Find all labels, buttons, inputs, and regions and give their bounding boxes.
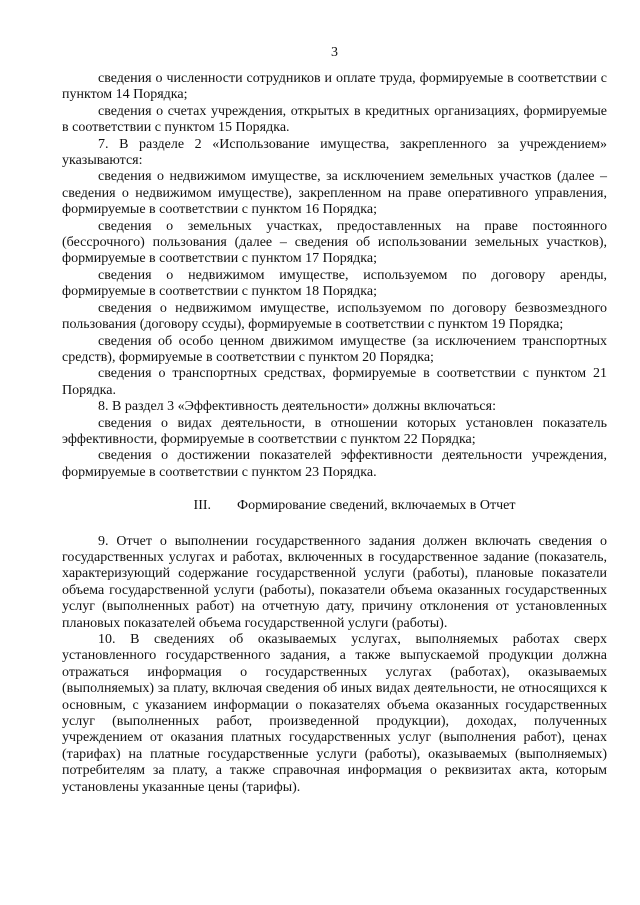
paragraph: сведения о счетах учреждения, открытых в кредитных организациях, формируемые в соответствии с пунктом 15 Порядка. xyxy=(62,103,607,136)
paragraph: сведения о недвижимом имуществе, за исключением земельных участков (далее – сведения о недвижимом имуществе), закрепленном на праве оперативного управления, формируемые в соответствии с пунктом 16 Порядка; xyxy=(62,169,607,218)
paragraph: 7. В разделе 2 «Использование имущества, закрепленного за учреждением» указываются: xyxy=(62,136,607,169)
paragraph: сведения об особо ценном движимом имуществе (за исключением транспортных средств), формируемые в соответствии с пунктом 20 Порядка; xyxy=(62,333,607,365)
paragraph: сведения о численности сотрудников и оплате труда, формируемые в соответствии с пунктом 14 Порядка; xyxy=(62,71,607,103)
paragraph: 8. В раздел 3 «Эффективность деятельности» должны включаться: xyxy=(98,399,496,415)
paragraphs-top xyxy=(62,71,607,481)
paragraph: сведения о земельных участках, предоставленных на праве постоянного (бессрочного) пользования (далее – сведения об использовании земельных участков), формируемые в соответствии с пунктом 17 Порядка; xyxy=(62,218,607,267)
paragraphs-bottom xyxy=(62,534,607,797)
paragraph: 10. В сведениях об оказываемых услугах, выполняемых работах сверх установленного государственного задания, а также выпускаемой продукции должна отражаться информация о государственных услугах (работах), оказываемых (выполняемых) за плату, включая сведения об иных видах деятельности, не относящихся к основным, с указанием информации о показателях объема оказанных государственных услуг (выполненных работ, произведенной продукции), доходах, полученных учреждением от оказания платных государственных услуг (выполнения работ), ценах (тарифах) на платные государственные услуги (работы), оказываемых (выполняемых) потребителям за плату, а также справочная информация о реквизитах акта, которым установлены указанные цены (тарифы). xyxy=(62,632,607,795)
paragraph: сведения о транспортных средствах, формируемые в соответствии с пунктом 21 Порядка. xyxy=(62,366,607,398)
paragraph: сведения о достижении показателей эффективности деятельности учреждения, формируемые в соответствии с пунктом 23 Порядка. xyxy=(62,448,607,480)
section-number: III. xyxy=(193,498,212,514)
section-heading xyxy=(62,498,607,514)
page-number: 3 xyxy=(331,45,338,60)
paragraph: сведения о недвижимом имуществе, используемом по договору аренды, формируемые в соответствии с пунктом 18 Порядка; xyxy=(62,267,607,300)
section-title: Формирование сведений, включаемых в Отчет xyxy=(237,498,516,514)
paragraph: сведения о недвижимом имуществе, используемом по договору безвозмездного пользования (договору ссуды), формируемые в соответствии с пунктом 19 Порядка; xyxy=(62,300,607,333)
paragraph: сведения о видах деятельности, в отношении которых установлен показатель эффективности, формируемые в соответствии с пунктом 22 Порядка; xyxy=(62,415,607,447)
paragraph: 9. Отчет о выполнении государственного задания должен включать сведения о государственных услугах и работах, включенных в государственное задание (показатель, характеризующий содержание государственной услуги (работы), плановые показатели объема государственной услуги (работы), показатели объема оказанных государственных услуг (выполненных работ) на отчетную дату, причину отклонения от установленных плановых показателей объема государственной услуги (работы). xyxy=(62,533,607,631)
